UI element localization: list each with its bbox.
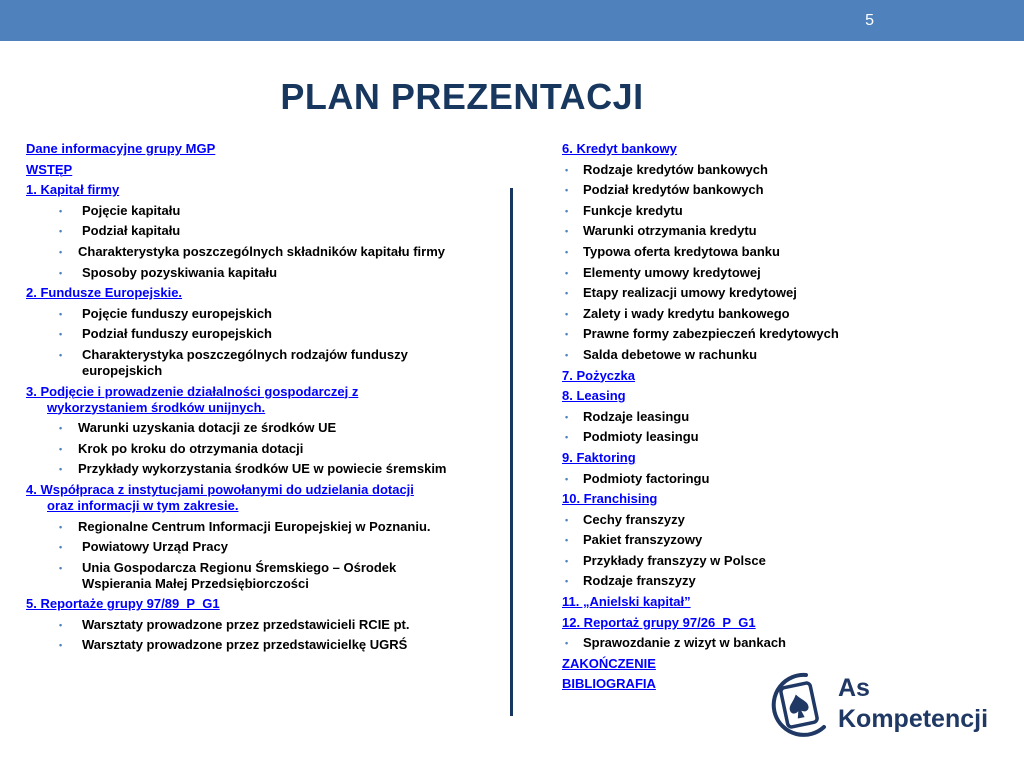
section-link[interactable] xyxy=(562,368,902,384)
list-item-text: Wspierania Małej Przedsiębiorczości xyxy=(82,575,309,591)
list-item-text: Podział kapitału xyxy=(82,223,181,239)
list-item xyxy=(562,471,902,487)
logo-line-1: As xyxy=(838,674,870,702)
section-link-text: 6. Kredyt bankowy xyxy=(562,141,677,156)
list-item-text: Etapy realizacji umowy kredytowej xyxy=(583,285,797,301)
list-item-text: Pojęcie funduszy europejskich xyxy=(82,305,272,321)
list-item-text: Podział funduszy europejskich xyxy=(82,326,272,342)
section-link[interactable] xyxy=(26,182,496,198)
list-item xyxy=(562,409,902,425)
section-link[interactable] xyxy=(26,482,496,514)
list-item-text: Przykłady wykorzystania środków UE w powiecie śremskim xyxy=(78,461,447,477)
section-link[interactable] xyxy=(26,162,496,178)
list-item-text: Przykłady franszyzy w Polsce xyxy=(583,552,766,568)
section-link-text: 12. Reportaż grupy 97/26_P_G1 xyxy=(562,614,756,630)
section-link-text: 5. Reportaże grupy 97/89_P_G1 xyxy=(26,596,220,612)
list-item-text: Sposoby pozyskiwania kapitału xyxy=(82,264,278,280)
list-item-text: Charakterystyka poszczególnych składników kapitału firmy xyxy=(78,243,446,259)
list-item xyxy=(26,560,496,592)
list-item-text: Prawne formy zabezpieczeń kredytowych xyxy=(583,326,839,342)
list-item-text: Salda debetowe w rachunku xyxy=(583,346,758,362)
list-item-text: Typowa oferta kredytowa banku xyxy=(583,243,780,259)
list-item-text: Rodzaje franszyzy xyxy=(583,573,696,589)
list-item-text: Podmioty leasingu xyxy=(583,429,699,445)
list-item-text: Regionalne Centrum Informacji Europejskiej w Poznaniu. xyxy=(78,518,431,534)
list-item xyxy=(562,182,902,198)
list-item-text: Sprawozdanie z wizyt w bankach xyxy=(583,635,786,651)
list-item xyxy=(26,203,496,219)
slide-number: 5 xyxy=(865,12,874,29)
list-item xyxy=(26,244,496,260)
section-link[interactable] xyxy=(562,141,902,157)
right-column xyxy=(562,141,902,697)
list-item-text: Rodzaje kredytów bankowych xyxy=(583,161,768,177)
section-link-text: 1. Kapitał firmy xyxy=(26,182,120,198)
list-item xyxy=(26,265,496,281)
list-item-text: Funkcje kredytu xyxy=(583,202,683,218)
list-item xyxy=(562,326,902,342)
section-link[interactable] xyxy=(26,596,496,612)
list-item xyxy=(26,519,496,535)
list-item-text: Warunki uzyskania dotacji ze środków UE xyxy=(78,420,337,436)
list-item-text: Pakiet franszyzowy xyxy=(583,532,703,548)
list-item xyxy=(26,617,496,633)
section-link[interactable] xyxy=(562,594,902,610)
list-item xyxy=(26,306,496,322)
section-link-text: BIBLIOGRAFIA xyxy=(562,676,656,692)
section-link[interactable] xyxy=(562,491,902,507)
as-kompetencji-logo xyxy=(768,665,1008,745)
list-item xyxy=(562,244,902,260)
list-item-text: Podział kredytów bankowych xyxy=(583,182,764,198)
section-link-text: oraz informacji w tym zakresie. xyxy=(47,497,239,513)
list-item xyxy=(26,441,496,457)
logo-line-2: Kompetencji xyxy=(838,705,989,733)
list-item xyxy=(562,573,902,589)
list-item xyxy=(26,347,496,379)
section-link-text: wykorzystaniem środków unijnych. xyxy=(47,399,266,415)
list-item-text: europejskich xyxy=(82,362,163,378)
section-link-text: WSTĘP xyxy=(26,161,73,177)
list-item-text: Warunki otrzymania kredytu xyxy=(583,223,757,239)
list-item xyxy=(26,637,496,653)
list-item xyxy=(562,512,902,528)
section-link-text: 2. Fundusze Europejskie. xyxy=(26,285,183,301)
list-item xyxy=(562,265,902,281)
section-link-text: 3. Podjęcie i prowadzenie działalności gospodarczej z xyxy=(26,383,359,399)
logo-wordmark xyxy=(838,673,988,735)
section-link[interactable] xyxy=(562,388,902,404)
section-link[interactable] xyxy=(26,384,496,416)
list-item-text: Rodzaje leasingu xyxy=(583,408,690,424)
list-item xyxy=(562,347,902,363)
spade-card-logo-icon xyxy=(768,665,838,745)
list-item-text: Powiatowy Urząd Pracy xyxy=(82,539,228,555)
section-link-text: 7. Pożyczka xyxy=(562,367,635,383)
list-item xyxy=(562,553,902,569)
list-item-text: Elementy umowy kredytowej xyxy=(583,264,761,280)
list-item-text: Warsztaty prowadzone przez przedstawicielkę UGRŚ xyxy=(82,637,408,653)
section-link-text: 8. Leasing xyxy=(562,388,626,404)
page-title: PLAN PREZENTACJI xyxy=(280,76,644,117)
list-item xyxy=(26,420,496,436)
list-item xyxy=(562,223,902,239)
section-link-text: 9. Faktoring xyxy=(562,449,636,465)
list-item xyxy=(562,635,902,651)
list-item xyxy=(26,461,496,477)
list-item xyxy=(26,326,496,342)
list-item xyxy=(26,539,496,555)
list-item xyxy=(26,223,496,239)
section-link-text: 4. Współpraca z instytucjami powołanymi do udzielania dotacji xyxy=(26,481,414,497)
section-link[interactable] xyxy=(26,141,496,157)
list-item-text: Krok po kroku do otrzymania dotacji xyxy=(78,440,304,456)
section-link[interactable] xyxy=(562,615,902,631)
list-item xyxy=(562,532,902,548)
list-item-text: Zalety i wady kredytu bankowego xyxy=(583,305,790,321)
list-item-text: Unia Gospodarcza Regionu Śremskiego – Ośrodek xyxy=(82,559,397,575)
section-link-text: 11. „Anielski kapitał” xyxy=(562,594,691,610)
list-item xyxy=(562,429,902,445)
section-link[interactable] xyxy=(562,450,902,466)
left-column xyxy=(26,141,496,658)
section-link-text: ZAKOŃCZENIE xyxy=(562,655,656,671)
section-link-text: Dane informacyjne grupy MGP xyxy=(26,141,216,156)
list-item-text: Pojęcie kapitału xyxy=(82,202,181,218)
list-item-text: Cechy franszyzy xyxy=(583,511,685,527)
list-item xyxy=(562,306,902,322)
list-item-text: Warsztaty prowadzone przez przedstawicieli RCIE pt. xyxy=(82,616,410,632)
list-item xyxy=(562,203,902,219)
column-divider xyxy=(510,188,513,716)
list-item xyxy=(562,285,902,301)
list-item xyxy=(562,162,902,178)
section-link[interactable] xyxy=(26,285,496,301)
list-item-text: Charakterystyka poszczególnych rodzajów funduszy xyxy=(82,346,408,362)
list-item-text: Podmioty factoringu xyxy=(583,470,710,486)
section-link-text: 10. Franchising xyxy=(562,491,658,507)
header-bar xyxy=(0,0,1024,41)
